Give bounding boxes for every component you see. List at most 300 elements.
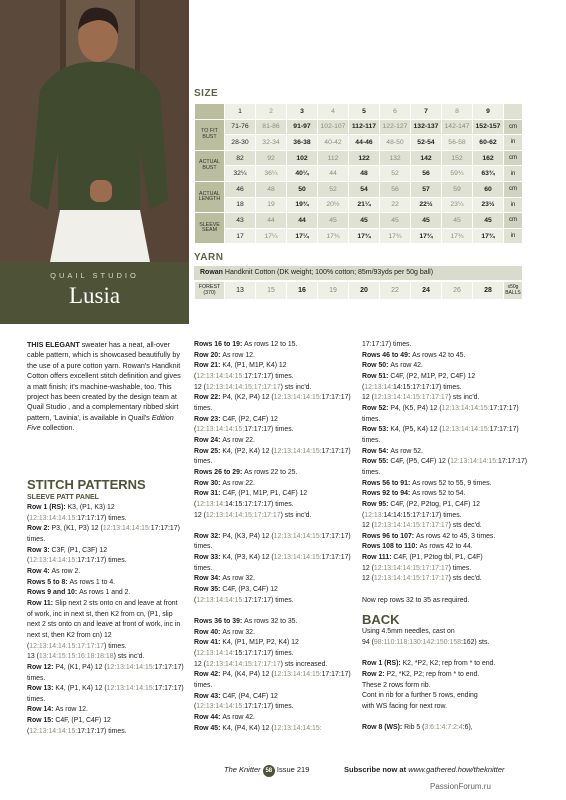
size-cell: 48-50 [380, 135, 411, 151]
yarn-shade: FOREST (370) [195, 282, 225, 300]
size-cell: 152-157 [473, 119, 504, 135]
spacer [362, 649, 532, 660]
row-text: As rows 1 to 4. [69, 578, 116, 586]
row-text: 17:17:17) times. [27, 525, 180, 543]
size-values: 12:13:14:14:15: [29, 514, 78, 522]
size-cell: 17¾ [318, 228, 349, 244]
size-cell: 50 [287, 181, 318, 197]
row-text: 17:17:17) times. [194, 554, 351, 572]
row-text: 17:17:17) times. [244, 372, 294, 380]
size-unit: in [504, 197, 523, 213]
size-cell: 44 [318, 166, 349, 182]
pattern-line [194, 415, 354, 436]
row-text: 12 ( [362, 394, 374, 402]
pattern-line [362, 447, 532, 458]
size-values: 12:13:14:14:15: [273, 532, 322, 540]
pattern-line [27, 588, 185, 599]
title-banner [0, 262, 189, 324]
pattern-line [362, 393, 532, 404]
row-text: 17:17:17) times. [244, 596, 294, 604]
yarn-row [195, 282, 523, 300]
size-cell: 56 [380, 181, 411, 197]
pattern-line [194, 660, 354, 671]
size-cell: 17¾ [411, 228, 442, 244]
size-cell: 45 [380, 213, 411, 229]
row-text: K4, (P3, K4) 12 ( [222, 554, 274, 562]
size-cell: 91-97 [287, 119, 318, 135]
size-cell: 40-42 [318, 135, 349, 151]
page-number: 58 [263, 765, 275, 777]
size-cell: 44 [256, 213, 287, 229]
pattern-line [27, 716, 185, 737]
size-cell: 56 [411, 166, 442, 182]
size-unit: cm [504, 213, 523, 229]
size-values: 12:13:14:14:15: [273, 671, 322, 679]
size-cell: 20½ [318, 197, 349, 213]
row-text: 17:17:17) times. [27, 663, 184, 682]
spacer [362, 713, 532, 724]
row-text: C4F, (P1, M1P, P1, C4F) 12 ( [194, 490, 308, 508]
pattern-line [27, 663, 185, 684]
pattern-line [362, 627, 532, 638]
size-row [195, 150, 523, 166]
size-unit [504, 104, 523, 120]
size-cell: 32-34 [256, 135, 287, 151]
size-cell: 28-30 [225, 135, 256, 151]
pattern-line [362, 542, 532, 553]
row-label: Rows 92 to 94: [362, 490, 413, 498]
row-label: Row 1 (RS): [27, 504, 68, 511]
size-cell: 23½ [473, 197, 504, 213]
row-label: Row 22: [194, 394, 223, 402]
size-row [195, 197, 523, 213]
size-cell: 22½ [411, 197, 442, 213]
issue-number: Issue 219 [276, 765, 310, 774]
size-values: 98:110:118:130:142:150:158 [373, 639, 461, 646]
row-text: As row 2. [51, 567, 81, 575]
size-values: 13:14:15:15:16:18:18:18 [38, 653, 114, 661]
row-text: 12 ( [194, 511, 206, 519]
size-cell: 52-54 [411, 135, 442, 151]
row-text: 13 ( [27, 653, 39, 661]
size-cell: 7 [411, 104, 442, 120]
yarn-cell: 24 [411, 282, 442, 300]
column-3 [362, 340, 532, 734]
size-cell: 45 [442, 213, 473, 229]
size-values: 12:13:14:14:15:17:17:17 [29, 642, 105, 650]
row-label: Row 2: [27, 525, 52, 533]
size-cell: 36¼ [256, 166, 287, 182]
row-text: P2, *K2, P2; rep from * to end. [386, 670, 480, 678]
size-values: 12:13:14:14: [196, 649, 235, 657]
pattern-line [27, 546, 185, 567]
magazine-name: The Knitter [224, 765, 261, 774]
back-heading: BACK [362, 612, 400, 628]
size-cell: 59 [442, 181, 473, 197]
pattern-line [362, 670, 532, 681]
row-text: ) sts increased. [280, 660, 328, 668]
size-row [195, 166, 523, 182]
model-photo [0, 0, 189, 262]
row-text: As row 42. [222, 713, 255, 721]
row-text: ) times. [448, 564, 472, 572]
row-text: 12 ( [362, 564, 374, 572]
row-text: P3, (K1, P3) 12 ( [51, 525, 103, 533]
yarn-details: Handknit Cotton (DK weight; 100% cotton; 85m/93yds per 50g ball) [222, 269, 434, 276]
yarn-cell: 13 [225, 282, 256, 300]
pattern-line [194, 361, 354, 382]
pattern-line [362, 351, 532, 362]
size-cell: 162 [473, 150, 504, 166]
row-text: C4F, (P1, C4F) 12 ( [27, 717, 111, 735]
size-cell: 32¼ [225, 166, 256, 182]
size-values: 12:13:14:14:15: [196, 596, 245, 604]
size-cell: 5 [349, 104, 380, 120]
row-text: with WS facing for next row. [362, 702, 448, 710]
row-text: As row 32. [222, 575, 255, 583]
row-text: 12 ( [194, 383, 206, 391]
row-text: K4, (P5, K4) 12 ( [390, 426, 442, 434]
size-cell: 9 [473, 104, 504, 120]
row-text: As rows 52 to 55, 9 times. [412, 479, 492, 487]
row-text: As rows 32 to 35. [244, 617, 298, 625]
size-cell: 17¼ [287, 228, 318, 244]
subscribe-link[interactable]: www.gathered.how/theknitter [408, 765, 505, 774]
size-values: 12:13:14:14:15: [273, 724, 322, 732]
pattern-line [194, 511, 354, 522]
size-values: 12:13:14:14:15:17:17:17 [205, 511, 281, 519]
pattern-line [27, 567, 185, 578]
size-cell: 43 [225, 213, 256, 229]
row-text: ) sts inc'd. [280, 511, 312, 519]
row-text: ) sts inc'd. [280, 383, 312, 391]
row-label: Row 55: [362, 458, 391, 466]
row-label: Row 43: [194, 692, 223, 700]
stitch-patterns-column [27, 477, 185, 737]
row-text: As row 52. [390, 447, 423, 455]
pattern-line [194, 447, 354, 468]
size-cell: 122 [349, 150, 380, 166]
row-text: 17:17:17) times. [362, 458, 528, 476]
size-row [195, 181, 523, 197]
row-label: Row 42: [194, 671, 223, 679]
row-label: Rows 16 to 19: [194, 341, 245, 348]
row-label: Rows 26 to 29: [194, 468, 245, 476]
row-text: As row 32. [222, 628, 255, 636]
size-cell: 22 [380, 197, 411, 213]
row-text: 12 ( [194, 660, 206, 668]
size-values: 12:13:14:14:15: [450, 458, 498, 466]
size-cell: 112-117 [349, 119, 380, 135]
row-text: K3, (P1, K3) 12 ( [27, 504, 115, 522]
size-values: 12:13:14:14:15: [29, 727, 78, 735]
row-text: 17:17:17) times. [362, 404, 519, 423]
row-text: P4, (K1, P4) 12 ( [55, 663, 107, 671]
size-cell: 59¾ [442, 166, 473, 182]
pattern-line [362, 521, 532, 532]
size-values: 12:13:14:14:15: [273, 447, 322, 455]
row-text: 15:17:17:17) times. [234, 649, 294, 657]
row-text: 17:17:17) times. [194, 394, 351, 412]
row-label: Row 8 (WS): [362, 724, 405, 732]
row-text: As rows 1 and 2. [79, 589, 131, 597]
row-text: Cont in rib for a further 5 rows, ending [362, 692, 478, 700]
size-values: 12:13:14:14:15: [196, 372, 245, 380]
pattern-line [194, 532, 354, 553]
pattern-line [27, 503, 185, 524]
intro-tail: collection. [40, 423, 75, 433]
pattern-line [362, 596, 532, 607]
size-values: 12:13:14:14:15: [106, 685, 155, 693]
row-text: ) sts dec'd. [448, 575, 482, 583]
row-text: 17:17:17) times. [362, 426, 519, 444]
pattern-line [362, 479, 532, 490]
row-label: Row 2: [362, 670, 387, 678]
pattern-line [27, 705, 185, 716]
col2-text [194, 340, 354, 734]
row-text: C4F, (P2, C4F) 12 ( [194, 415, 278, 434]
pattern-line [194, 479, 354, 490]
size-cell: 52 [318, 181, 349, 197]
size-cell: 122-127 [380, 119, 411, 135]
yarn-description [194, 266, 522, 280]
yarn-cell: 26 [442, 282, 473, 300]
row-label: Row 15: [27, 717, 56, 725]
row-text: As rows 52 to 54. [412, 490, 466, 498]
row-label: Row 111: [362, 554, 394, 562]
row-label: Rows 108 to 110: [362, 543, 420, 551]
row-label: Row 30: [194, 479, 223, 487]
row-text: P4, (K5, P4) 12 ( [390, 404, 442, 412]
pattern-line [362, 425, 532, 446]
row-text: C4F, (P2, P2tog, P1, C4F) 12 ( [362, 500, 480, 519]
row-text: As row 42. [390, 362, 423, 370]
row-label: Row 1 (RS): [362, 660, 403, 668]
row-text: :162) sts. [460, 639, 490, 646]
pattern-line [194, 393, 354, 414]
size-cell: 60 [473, 181, 504, 197]
size-cell: 44 [287, 213, 318, 229]
size-values: 12:13:14:14:15: [273, 394, 322, 402]
size-row [195, 213, 523, 229]
yarn-heading: YARN [194, 252, 224, 263]
size-row-label: TO FIT BUST [195, 119, 225, 150]
row-text: As rows 12 to 15. [244, 341, 298, 348]
pattern-line [362, 340, 532, 351]
size-cell: 18 [225, 197, 256, 213]
size-cell: 23¼ [442, 197, 473, 213]
size-cell: 46 [225, 181, 256, 197]
row-text: Now rep rows 32 to 35 as required. [362, 596, 470, 604]
row-label: Row 40: [194, 628, 223, 636]
yarn-cell: 16 [287, 282, 318, 300]
stitch-patterns-heading: STITCH PATTERNS [27, 477, 146, 492]
intro-book: Edition Five [27, 412, 174, 433]
row-text: C4F, (P1, P2tog tbl, P1, C4F) [393, 554, 483, 562]
size-values: 12:13:14:14:15: [29, 557, 78, 565]
row-label: Row 13: [27, 685, 56, 693]
pattern-line [194, 351, 354, 362]
size-cell: 132-137 [411, 119, 442, 135]
row-text: 17:17:17) times. [194, 447, 351, 466]
size-cell: 4 [318, 104, 349, 120]
yarn-brand: Rowan [200, 269, 223, 276]
row-label: Rows 36 to 39: [194, 617, 245, 625]
row-text: K4, (P1, M1P, P2, K4) 12 ( [194, 639, 299, 657]
size-cell: 54 [349, 181, 380, 197]
row-text: As row 12. [222, 351, 255, 359]
pattern-line [194, 692, 354, 713]
sleeve-patt-heading: SLEEVE PATT PANEL [27, 494, 99, 501]
pattern-line [362, 500, 532, 521]
intro-lead: THIS ELEGANT [27, 340, 80, 349]
row-text: C4F, (P5, C4F) 12 ( [390, 458, 451, 466]
spacer [194, 606, 354, 617]
column-2 [194, 340, 354, 734]
row-label: Row 44: [194, 713, 223, 721]
row-text: C4F, (P3, C4F) 12 ( [194, 586, 278, 604]
pattern-line [362, 457, 532, 478]
pattern-line [362, 638, 532, 649]
size-cell: 17¾ [442, 228, 473, 244]
row-text: K4, (P1, M1P, K4) 12 ( [194, 362, 287, 380]
row-label: Row 95: [362, 500, 391, 508]
size-values: 12:13:14:14:15: [106, 663, 155, 671]
row-text: C4F, (P4, C4F) 12 ( [194, 692, 278, 711]
size-cell: 3 [287, 104, 318, 120]
size-values: 12:13:14:14:15:17:17:17 [373, 522, 449, 530]
size-cell: 17¾ [473, 228, 504, 244]
size-cell: 45 [411, 213, 442, 229]
pattern-line [194, 383, 354, 394]
size-values: 3:6:1:4:7:2:4 [424, 724, 463, 732]
size-cell: 52 [380, 166, 411, 182]
size-row-label [195, 104, 225, 120]
row-text: 94 ( [362, 639, 374, 646]
row-label: Row 25: [194, 447, 223, 455]
pattern-line [194, 468, 354, 479]
row-text: Rib 5 ( [404, 724, 425, 732]
row-label: Rows 9 and 10: [27, 589, 80, 597]
pattern-line [27, 524, 185, 545]
pattern-line [27, 578, 185, 589]
size-cell: 57 [411, 181, 442, 197]
pattern-line [362, 489, 532, 500]
row-label: Row 24: [194, 436, 223, 444]
pattern-line [362, 691, 532, 702]
size-unit: cm [504, 119, 523, 135]
yarn-cell: 22 [380, 282, 411, 300]
size-values: 12:13:14:14:15:17:17:17 [373, 394, 449, 402]
size-table [194, 103, 523, 244]
size-unit: cm [504, 181, 523, 197]
row-label: Rows 56 to 91: [362, 479, 413, 487]
row-text: K2, *P2, K2; rep from * to end. [402, 660, 496, 668]
size-cell: 45 [318, 213, 349, 229]
size-cell: 8 [442, 104, 473, 120]
pattern-line [194, 585, 354, 606]
pattern-line [362, 659, 532, 670]
pattern-line [362, 372, 532, 393]
size-cell: 45 [473, 213, 504, 229]
row-label: Row 53: [362, 426, 391, 434]
row-text: 17:17:17) times. [244, 703, 294, 711]
size-cell: 2 [256, 104, 287, 120]
size-values: 12:13:14:14:15: [102, 525, 151, 533]
subscribe-text: Subscribe now at [344, 765, 409, 774]
pattern-line [27, 599, 185, 652]
size-unit: cm [504, 150, 523, 166]
pattern-line [194, 436, 354, 447]
row-text: 17:17:17) times. [77, 557, 127, 565]
row-label: Row 11: [27, 599, 55, 607]
size-row-label: SLEEVE SEAM [195, 213, 225, 244]
row-text: 14:14:15:17:17:17) times. [383, 511, 462, 519]
row-text: 17:17:17) times. [362, 341, 412, 348]
row-label: Row 35: [194, 586, 223, 594]
size-values: 12:13:14:14:15: [196, 703, 245, 711]
row-label: Row 31: [194, 490, 223, 498]
pattern-line [194, 724, 354, 735]
size-values: 12:13:14:14:15: [441, 404, 490, 412]
size-cell: 44-46 [349, 135, 380, 151]
size-values: 12:13:14:14:15:17:17:17 [205, 383, 281, 391]
row-text: ) sts inc'd. [113, 653, 145, 661]
row-text: As row 22. [222, 436, 255, 444]
pattern-line [194, 628, 354, 639]
size-values: 12:13: [364, 511, 384, 519]
pattern-line [27, 652, 185, 663]
size-cell: 1 [225, 104, 256, 120]
row-text: ) sts inc'd. [448, 394, 480, 402]
row-label: Row 12: [27, 663, 56, 671]
row-text: ) sts dec'd. [448, 522, 482, 530]
size-cell: 102-107 [318, 119, 349, 135]
row-text: K4, (P2, K4) 12 ( [222, 447, 274, 455]
pattern-title: Lusia [68, 283, 121, 308]
size-cell: 45 [349, 213, 380, 229]
row-text: ) times. [104, 642, 127, 650]
row-label: Row 21: [194, 362, 223, 370]
size-unit: in [504, 228, 523, 244]
yarn-table [194, 281, 523, 300]
row-text: As row 22. [222, 479, 255, 487]
size-cell: 19 [256, 197, 287, 213]
pattern-line [194, 713, 354, 724]
row-label: Row 33: [194, 554, 223, 562]
size-values: 12:13:14:14:15: [441, 426, 490, 434]
size-row [195, 135, 523, 151]
size-cell: 17¾ [380, 228, 411, 244]
row-text: K4, (P1, K4) 12 ( [55, 685, 107, 693]
row-text: 17:17:17) times. [77, 727, 127, 735]
pattern-line [194, 574, 354, 585]
row-text: P4, (K4, P4) 12 ( [222, 671, 274, 679]
pattern-line [362, 404, 532, 425]
size-values: 12:13:14: [364, 383, 394, 391]
size-cell: 6 [380, 104, 411, 120]
intro-paragraph [27, 340, 185, 434]
size-cell: 17¾ [349, 228, 380, 244]
row-label: Row 50: [362, 362, 391, 370]
row-text: 17:17:17) times. [77, 514, 127, 522]
row-label: Rows 46 to 49: [362, 351, 413, 359]
size-cell: 71-76 [225, 119, 256, 135]
size-cell: 82 [225, 150, 256, 166]
size-values: 12:13:14:14:15:17:17:17 [373, 575, 449, 583]
size-cell: 112 [318, 150, 349, 166]
size-values: 12:13:14: [196, 500, 226, 508]
